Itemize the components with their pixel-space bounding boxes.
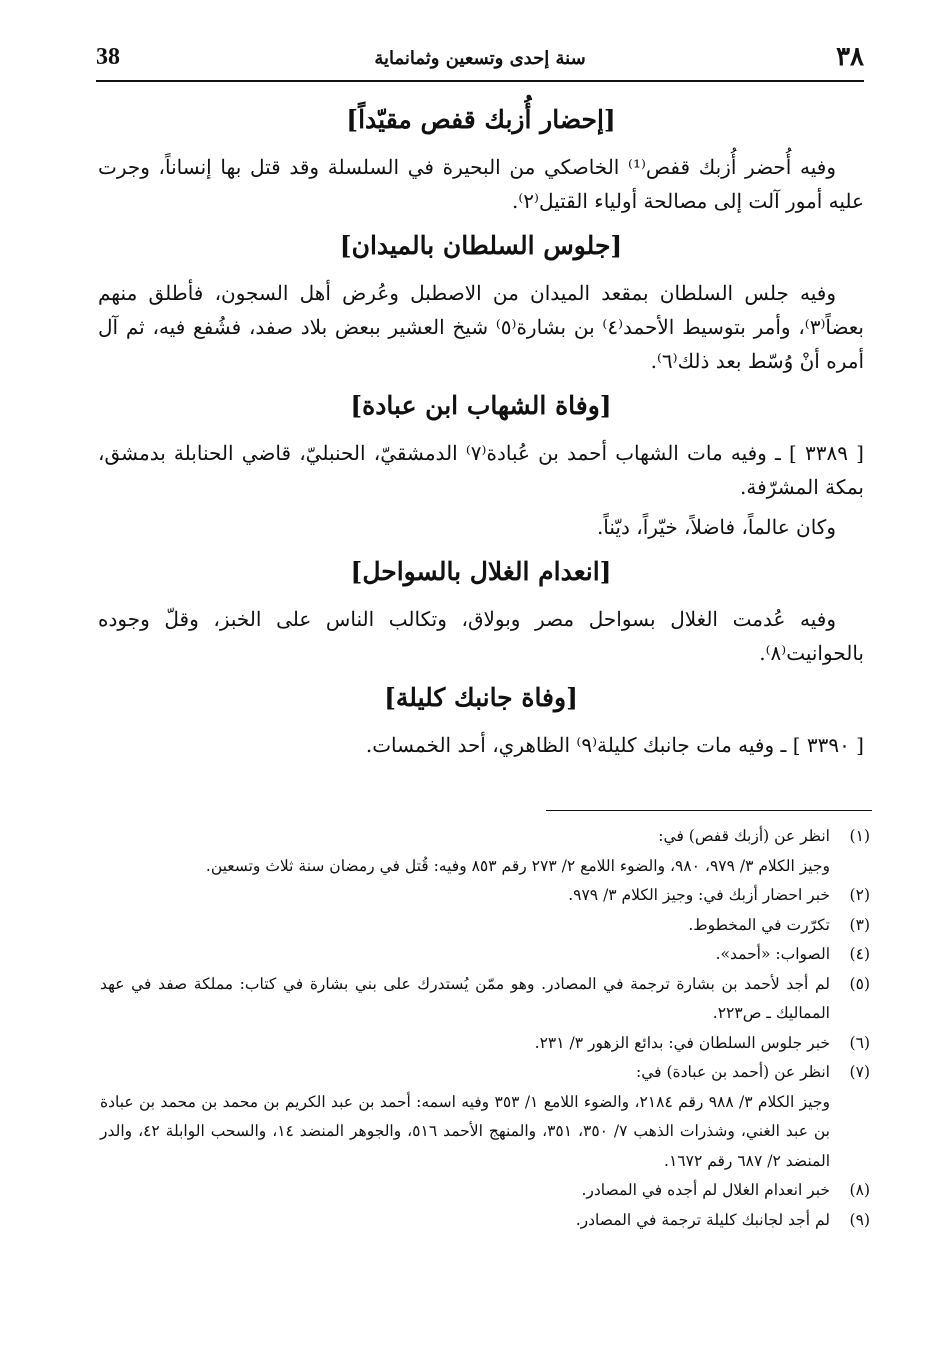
footnote — [100, 1029, 870, 1059]
footnote — [100, 881, 870, 911]
footnote-text: خبر جلوس السلطان في: بدائع الزهور ٣/ ٢٣١. — [534, 1033, 830, 1052]
footnote — [100, 1176, 870, 1206]
page-header — [96, 38, 864, 82]
footnote-continuation: وجيز الكلام ٣/ ٩٨٨ رقم ٢١٨٤، والضوء اللامع ١/ ٣٥٣ وفيه اسمه: أحمد بن عبد الكريم بن محمد بن محمد بن عبادة بن عبد الغني، وشذرات الذهب ٧/ ٣٥٠، ٣٥١، والمنهج الأحمد ٥١٦، والجوهر المنضد ١٤، والسحب الوابلة ٤٢، والدر المنضد ٢/ ٦٨٧ رقم ١٦٧٢. — [100, 1092, 830, 1170]
footnote-text: انظر عن (أزبك قفص) في: — [658, 827, 830, 845]
footnote-text: تكرّرت في المخطوط. — [688, 915, 830, 934]
footnote-mark: (٧) — [849, 1063, 870, 1081]
footnote-text: انظر عن (أحمد بن عبادة) في: — [636, 1063, 830, 1081]
footnote-text: لم أجد لأحمد بن بشارة ترجمة في المصادر. وهو ممّن يُستدرك على بني بشارة في كتاب: مملكة صفد في عهد المماليك ـ ص٢٢٣. — [100, 974, 830, 1022]
footnote — [100, 822, 870, 852]
page-number-latin: 38 — [96, 44, 120, 70]
paragraph: وفيه جلس السلطان بمقعد الميدان من الاصطبل وعُرض أهل السجون، فأطلق منهم بعضاً⁽٣⁾، وأمر بتوسيط الأحمد⁽٤⁾ بن بشارة⁽٥⁾ شيخ العشير ببعض بلاد صفد، فشُفع فيه، ثم آل أمره أنْ وُسّط بعد ذلك⁽٦⁾. — [98, 281, 865, 373]
footnote-text: الصواب: «أحمد». — [715, 945, 830, 963]
running-title: سنة إحدى وتسعين وثمانماية — [374, 48, 586, 69]
footnote-mark: (٢) — [849, 886, 870, 904]
footnote-mark: (٨) — [849, 1181, 870, 1199]
footnote-continuation: وجيز الكلام ٣/ ٩٧٩، ٩٨٠، والضوء اللامع ٢/ ٢٧٣ رقم ٨٥٣ وفيه: قُتل في رمضان سنة ثلاث وتسعين. — [205, 856, 830, 875]
footnote — [100, 1206, 870, 1236]
paragraph: [ ٣٣٩٠ ] ـ وفيه مات جانبك كليلة⁽٩⁾ الظاهري، أحد الخمسات. — [365, 733, 864, 757]
main-text — [98, 92, 864, 768]
section-heading: [إحضار أُزبك قفص مقيّداً] — [346, 105, 616, 134]
section-heading: [انعدام الغلال بالسواحل] — [350, 557, 612, 586]
footnote — [100, 940, 870, 970]
paragraph: [ ٣٣٨٩ ] ـ وفيه مات الشهاب أحمد بن عُبادة⁽٧⁾ الدمشقيّ، الحنبليّ، قاضي الحنابلة بدمشق، بمكة المشرّفة. — [98, 441, 864, 499]
page-number-arabic: ٣٨ — [836, 42, 864, 72]
paragraph: وفيه عُدمت الغلال بسواحل مصر وبولاق، وتكالب الناس على الخبز، وقلّ وجوده بالحوانيت⁽٨⁾. — [98, 607, 864, 665]
footnote-mark: (٣) — [849, 915, 870, 934]
footnote-text: خبر انعدام الغلال لم أجده في المصادر. — [581, 1181, 830, 1199]
paragraph: وفيه أُحضر أُزبك قفص⁽¹⁾ الخاصكي من البحيرة في السلسلة وقد قتل بها إنساناً، وجرت عليه أمور آلت إلى مصالحة أولياء القتيل⁽٢⁾. — [98, 155, 864, 213]
footnotes — [100, 822, 870, 1235]
section-heading: [جلوس السلطان بالميدان] — [339, 231, 623, 260]
footnote-mark: (٩) — [849, 1210, 870, 1229]
footnote-mark: (٤) — [849, 945, 870, 963]
footnote — [100, 911, 870, 941]
footnote-separator — [546, 810, 872, 811]
footnote-mark: (٦) — [849, 1033, 870, 1052]
footnote — [100, 970, 870, 1029]
footnote — [100, 1058, 870, 1088]
footnote-mark: (١) — [849, 827, 870, 845]
section-heading: [وفاة الشهاب ابن عبادة] — [350, 391, 612, 420]
footnote-text: لم أجد لجانبك كليلة ترجمة في المصادر. — [575, 1210, 830, 1229]
footnote-text: خبر احضار أزبك في: وجيز الكلام ٣/ ٩٧٩. — [568, 886, 830, 904]
section-heading: [وفاة جانبك كليلة] — [384, 683, 578, 712]
paragraph: وكان عالماً، فاضلاً، خيّراً، ديّناً. — [596, 515, 836, 539]
footnote-mark: (٥) — [849, 974, 870, 993]
